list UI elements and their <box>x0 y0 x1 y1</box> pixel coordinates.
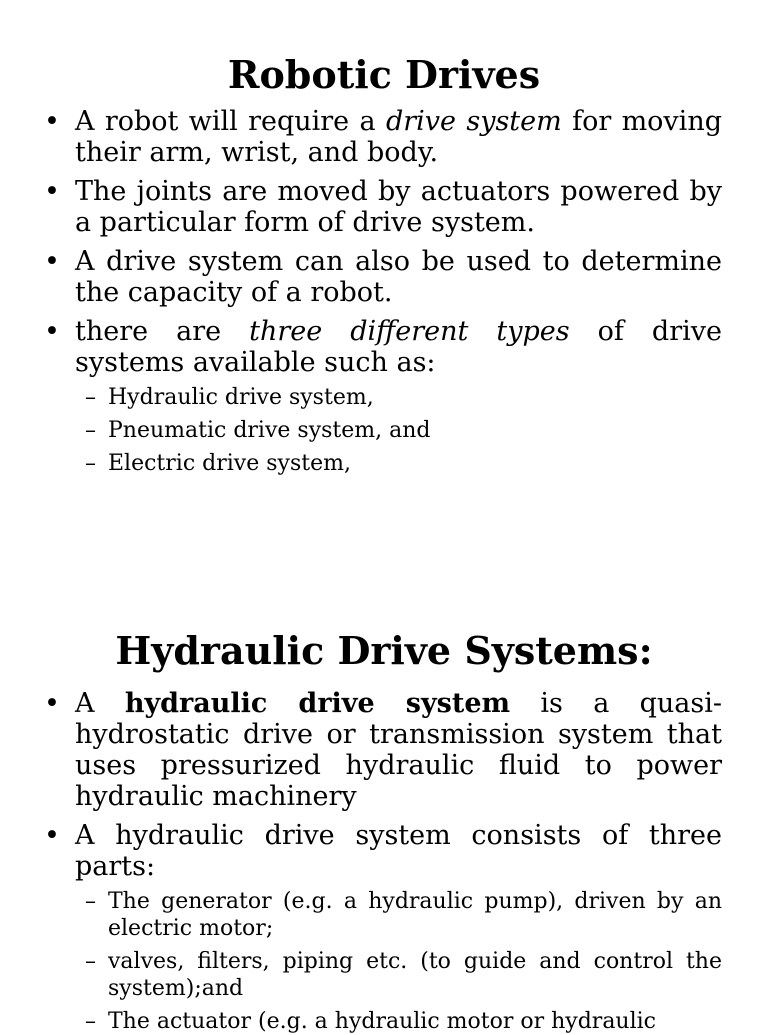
bullet-text: for moving their arm, wrist, and body. <box>75 105 722 168</box>
sub-item <box>75 1008 722 1035</box>
bullet-list <box>0 688 768 1035</box>
bullet-text: A hydraulic drive system consists of three parts: <box>75 819 722 882</box>
bullet-emphasis: three different types <box>249 315 570 347</box>
bullet-glyph: • <box>44 105 60 137</box>
bullet-emphasis: drive system <box>385 105 562 137</box>
bullet-item <box>44 820 722 1035</box>
bullet-item <box>44 246 722 308</box>
dash-glyph: – <box>85 417 96 443</box>
bullet-glyph: • <box>44 315 60 347</box>
bullet-text: is a quasi-hydrostatic drive or transmission system that uses pressurized hydraulic fluid to power hydraulic machinery <box>75 687 722 812</box>
dash-glyph: – <box>85 384 96 410</box>
dash-glyph: – <box>85 948 96 974</box>
sub-item-text: Hydraulic drive system, <box>108 384 374 410</box>
sub-item <box>75 888 722 942</box>
bullet-glyph: • <box>44 819 60 851</box>
bullet-text: The joints are moved by actuators powered by a particular form of drive system. <box>75 175 722 238</box>
sub-item-text: Electric drive system, <box>108 450 351 476</box>
bullet-text: there are <box>75 315 250 347</box>
sub-item <box>75 948 722 1002</box>
dash-glyph: – <box>85 888 96 914</box>
bullet-item <box>44 316 722 477</box>
bullet-list <box>0 106 768 477</box>
sub-item-text: Pneumatic drive system, and <box>108 417 431 443</box>
bullet-glyph: • <box>44 245 60 277</box>
bullet-glyph: • <box>44 687 60 719</box>
bullet-text: A <box>75 687 125 719</box>
bullet-text: A robot will require a <box>75 105 386 137</box>
bullet-glyph: • <box>44 175 60 207</box>
sub-list <box>75 384 722 477</box>
sub-item <box>75 417 722 444</box>
bullet-text: of drive systems available such as: <box>75 315 722 378</box>
sub-item <box>75 450 722 477</box>
slide-hydraulic-drive-systems <box>0 620 768 1034</box>
dash-glyph: – <box>85 450 96 476</box>
bullet-item <box>44 176 722 238</box>
sub-item <box>75 384 722 411</box>
slide-title: Robotic Drives <box>227 52 541 97</box>
sub-item-text: valves, filters, piping etc. (to guide and control the system);and <box>108 948 722 1001</box>
dash-glyph: – <box>85 1008 96 1034</box>
sub-list <box>75 888 722 1035</box>
bullet-strong: hydraulic drive system <box>124 687 511 719</box>
bullet-item <box>44 106 722 168</box>
sub-item-text: The actuator (e.g. a hydraulic motor or hydraulic <box>108 1008 656 1034</box>
bullet-item <box>44 688 722 812</box>
slide-title: Hydraulic Drive Systems: <box>115 628 653 673</box>
sub-item-text: The generator (e.g. a hydraulic pump), driven by an electric motor; <box>108 888 722 941</box>
bullet-text: A drive system can also be used to determine the capacity of a robot. <box>75 245 722 308</box>
